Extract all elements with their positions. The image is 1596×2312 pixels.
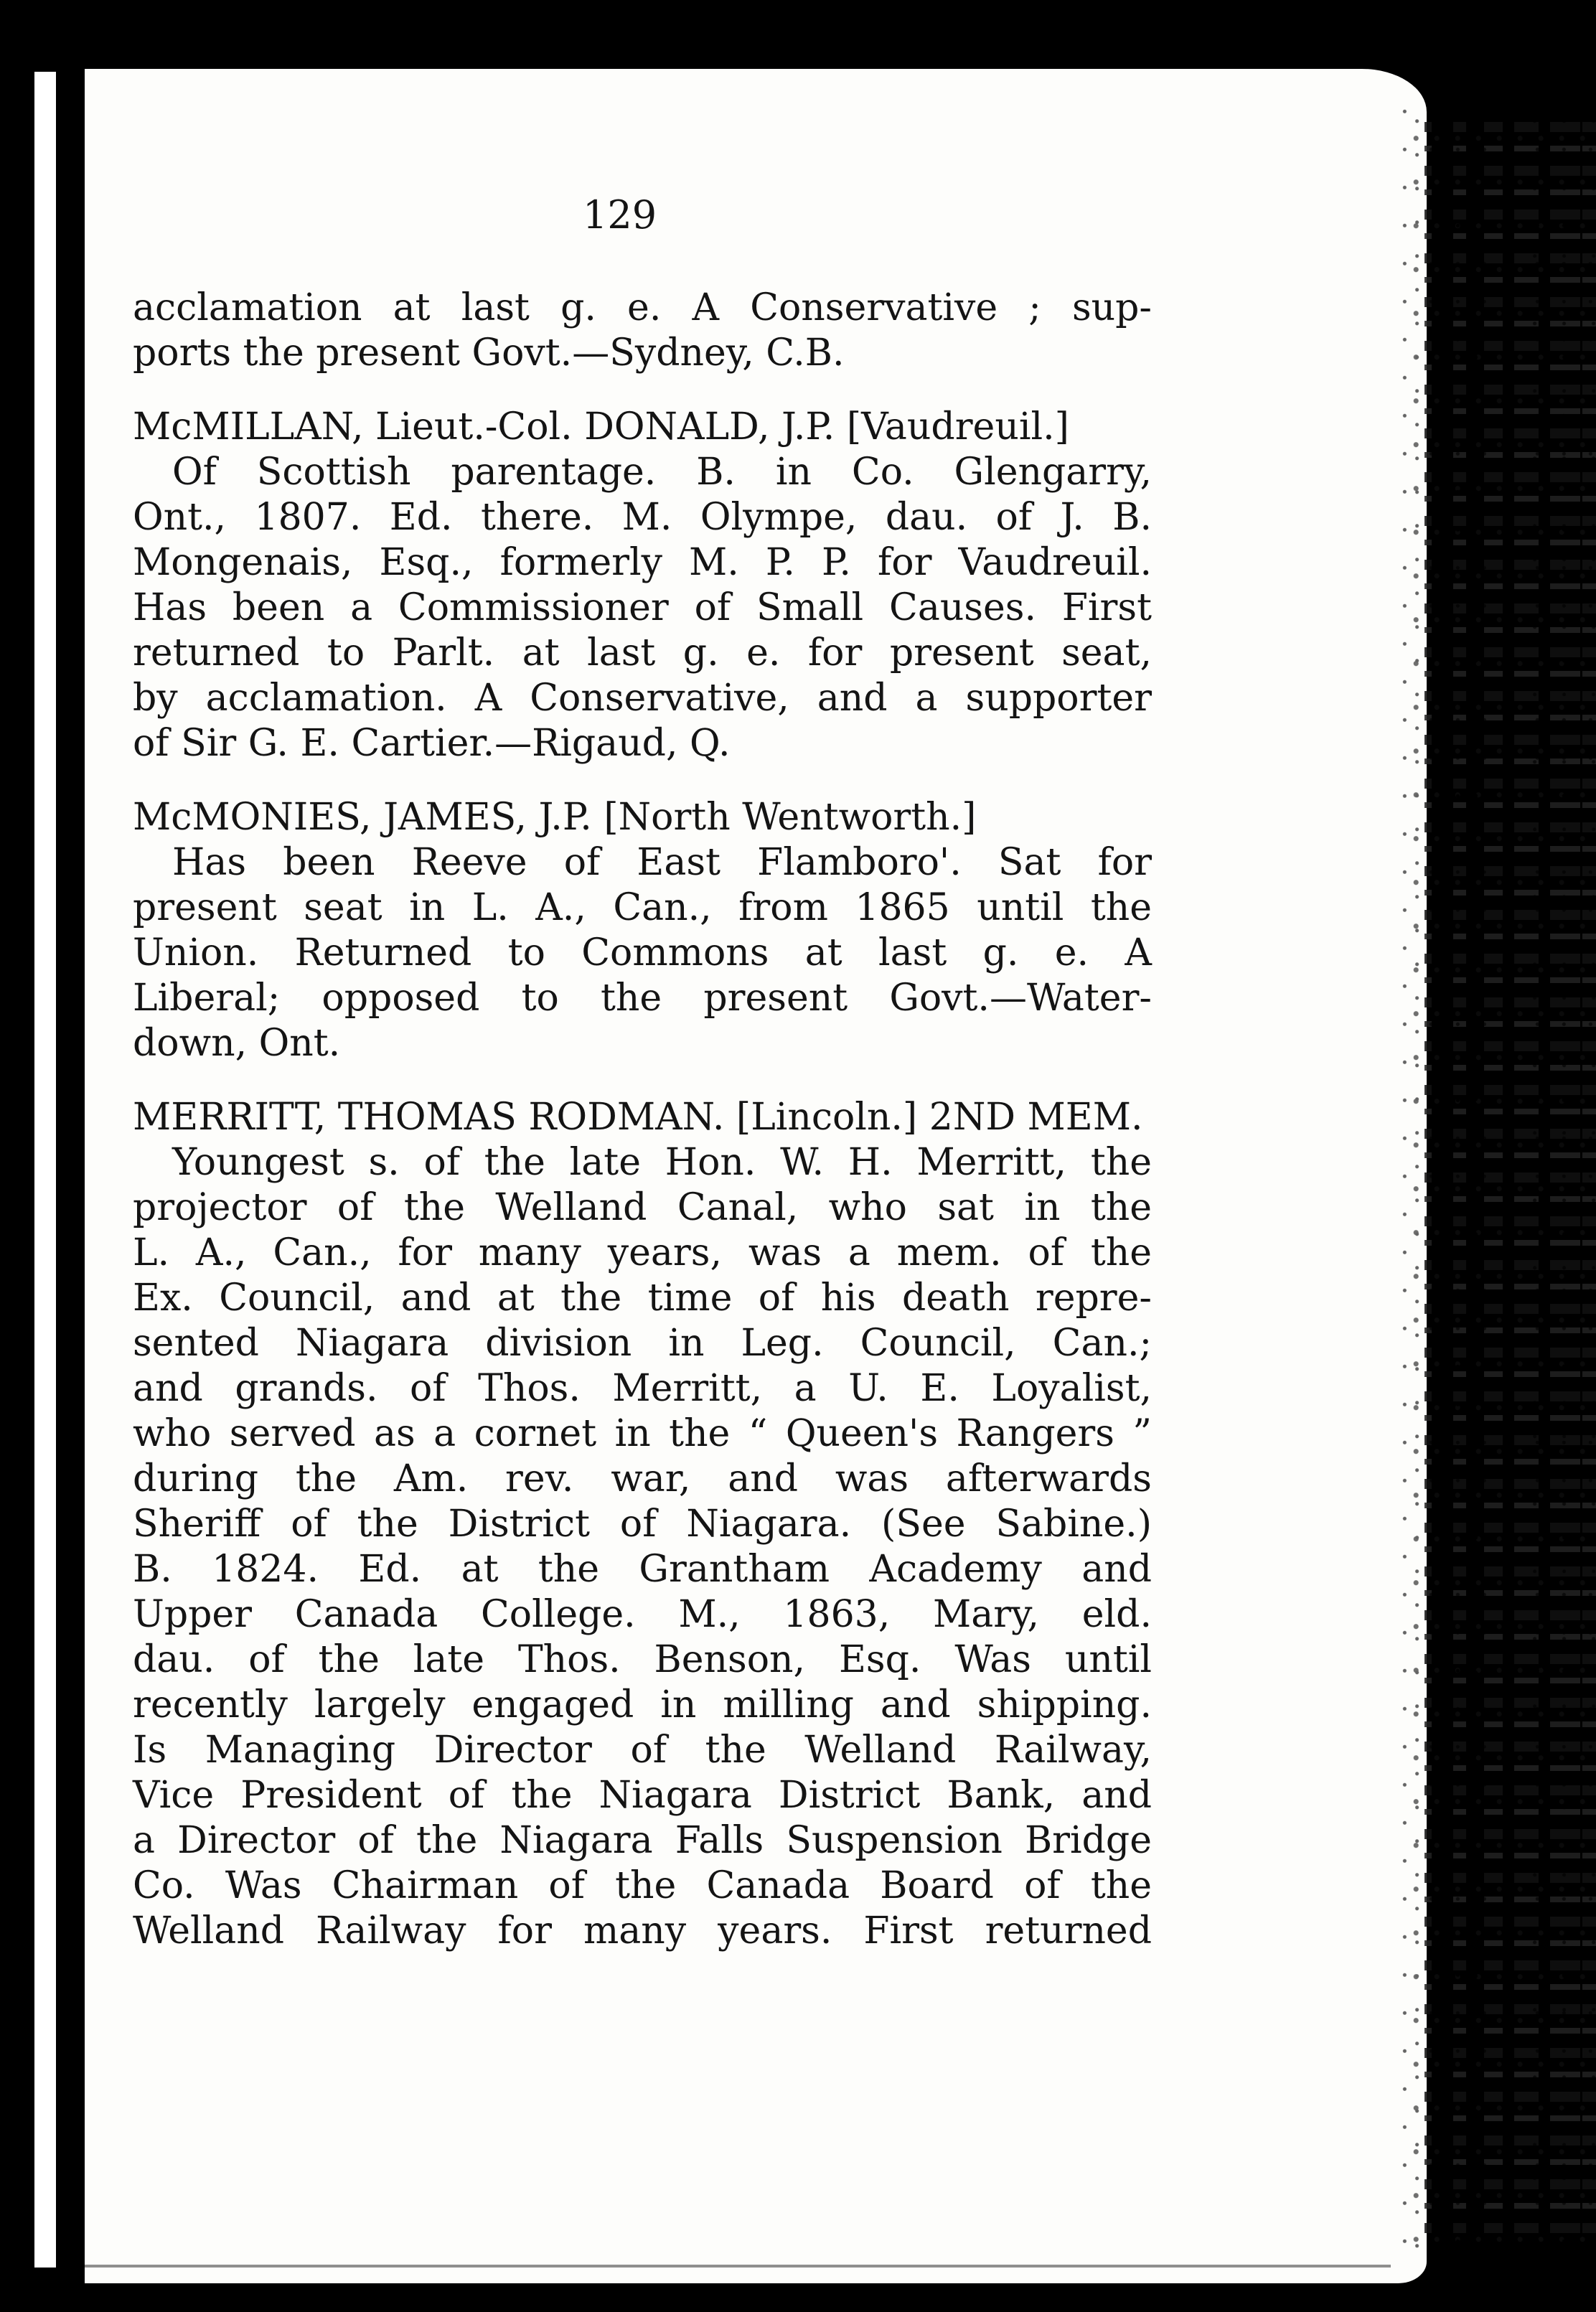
entry-heading: McMILLAN, Lieut.-Col. DONALD, J.P. [Vaudreuil.] [133, 405, 1069, 448]
text-line: L. A., Can., for many years, was a mem. of the [133, 1231, 1152, 1274]
text-line: Has been Reeve of East Flamboro'. Sat for [172, 841, 1152, 884]
text-line: Ont., 1807. Ed. there. M. Olympe, dau. of J. B. [133, 496, 1152, 539]
text-line: Ex. Council, and at the time of his death repre- [133, 1277, 1152, 1320]
text-line: during the Am. rev. war, and was afterwards [133, 1457, 1152, 1500]
text-line: returned to Parlt. at last g. e. for present seat, [133, 631, 1152, 675]
page-number: 129 [583, 192, 657, 238]
entry-mcmillan [133, 405, 1152, 766]
binding-strip [34, 72, 56, 2268]
text-line: Upper Canada College. M., 1863, Mary, eld. [133, 1593, 1152, 1636]
text-line: recently largely engaged in milling and shipping. [133, 1683, 1152, 1726]
text-line: Youngest s. of the late Hon. W. H. Merritt, the [172, 1141, 1152, 1184]
text-line: Vice President of the Niagara District Bank, and [133, 1774, 1152, 1817]
text-line: a Director of the Niagara Falls Suspension Bridge [133, 1819, 1152, 1862]
text-line: who served as a cornet in the “ Queen's Rangers ” [133, 1412, 1152, 1455]
page-text [133, 286, 1152, 1954]
text-line: Of Scottish parentage. B. in Co. Glengarry, [172, 451, 1152, 494]
text-line: of Sir G. E. Cartier.—Rigaud, Q. [133, 722, 731, 765]
text-line: Welland Railway for many years. First returned [133, 1909, 1152, 1952]
text-line: down, Ont. [133, 1022, 341, 1065]
text-line: Mongenais, Esq., formerly M. P. P. for Vaudreuil. [133, 541, 1152, 584]
text-line: and grands. of Thos. Merritt, a U. E. Loyalist, [133, 1367, 1152, 1410]
text-line: acclamation at last g. e. A Conservative ; sup- [133, 286, 1152, 329]
text-line: Sheriff of the District of Niagara. (See Sabine.) [133, 1503, 1152, 1546]
text-line: Co. Was Chairman of the Canada Board of the [133, 1864, 1152, 1907]
text-line: Union. Returned to Commons at last g. e. A [133, 931, 1152, 974]
text-line: Liberal; opposed to the present Govt.—Water- [133, 977, 1152, 1020]
text-line: projector of the Welland Canal, who sat in the [133, 1186, 1152, 1229]
text-line: B. 1824. Ed. at the Grantham Academy and [133, 1548, 1152, 1591]
text-line: dau. of the late Thos. Benson, Esq. Was until [133, 1638, 1152, 1681]
binding-gap [56, 72, 85, 2268]
entry-heading: McMONIES, JAMES, J.P. [North Wentworth.] [133, 796, 977, 839]
scan-speckle [1399, 108, 1596, 2260]
text-line: Has been a Commissioner of Small Causes. First [133, 586, 1152, 629]
entry-continuation [133, 286, 1152, 376]
entry-mcmonies [133, 795, 1152, 1066]
page-bottom-edge [85, 2265, 1391, 2268]
text-line: present seat in L. A., Can., from 1865 until the [133, 886, 1152, 929]
text-line: Is Managing Director of the Welland Railway, [133, 1729, 1152, 1772]
entry-merritt [133, 1095, 1152, 1954]
text-line: sented Niagara division in Leg. Council, Can.; [133, 1322, 1152, 1365]
text-line: ports the present Govt.—Sydney, C.B. [133, 332, 845, 375]
entry-heading: MERRITT, THOMAS RODMAN. [Lincoln.] 2ND MEM. [133, 1096, 1143, 1139]
text-line: by acclamation. A Conservative, and a supporter [133, 677, 1152, 720]
